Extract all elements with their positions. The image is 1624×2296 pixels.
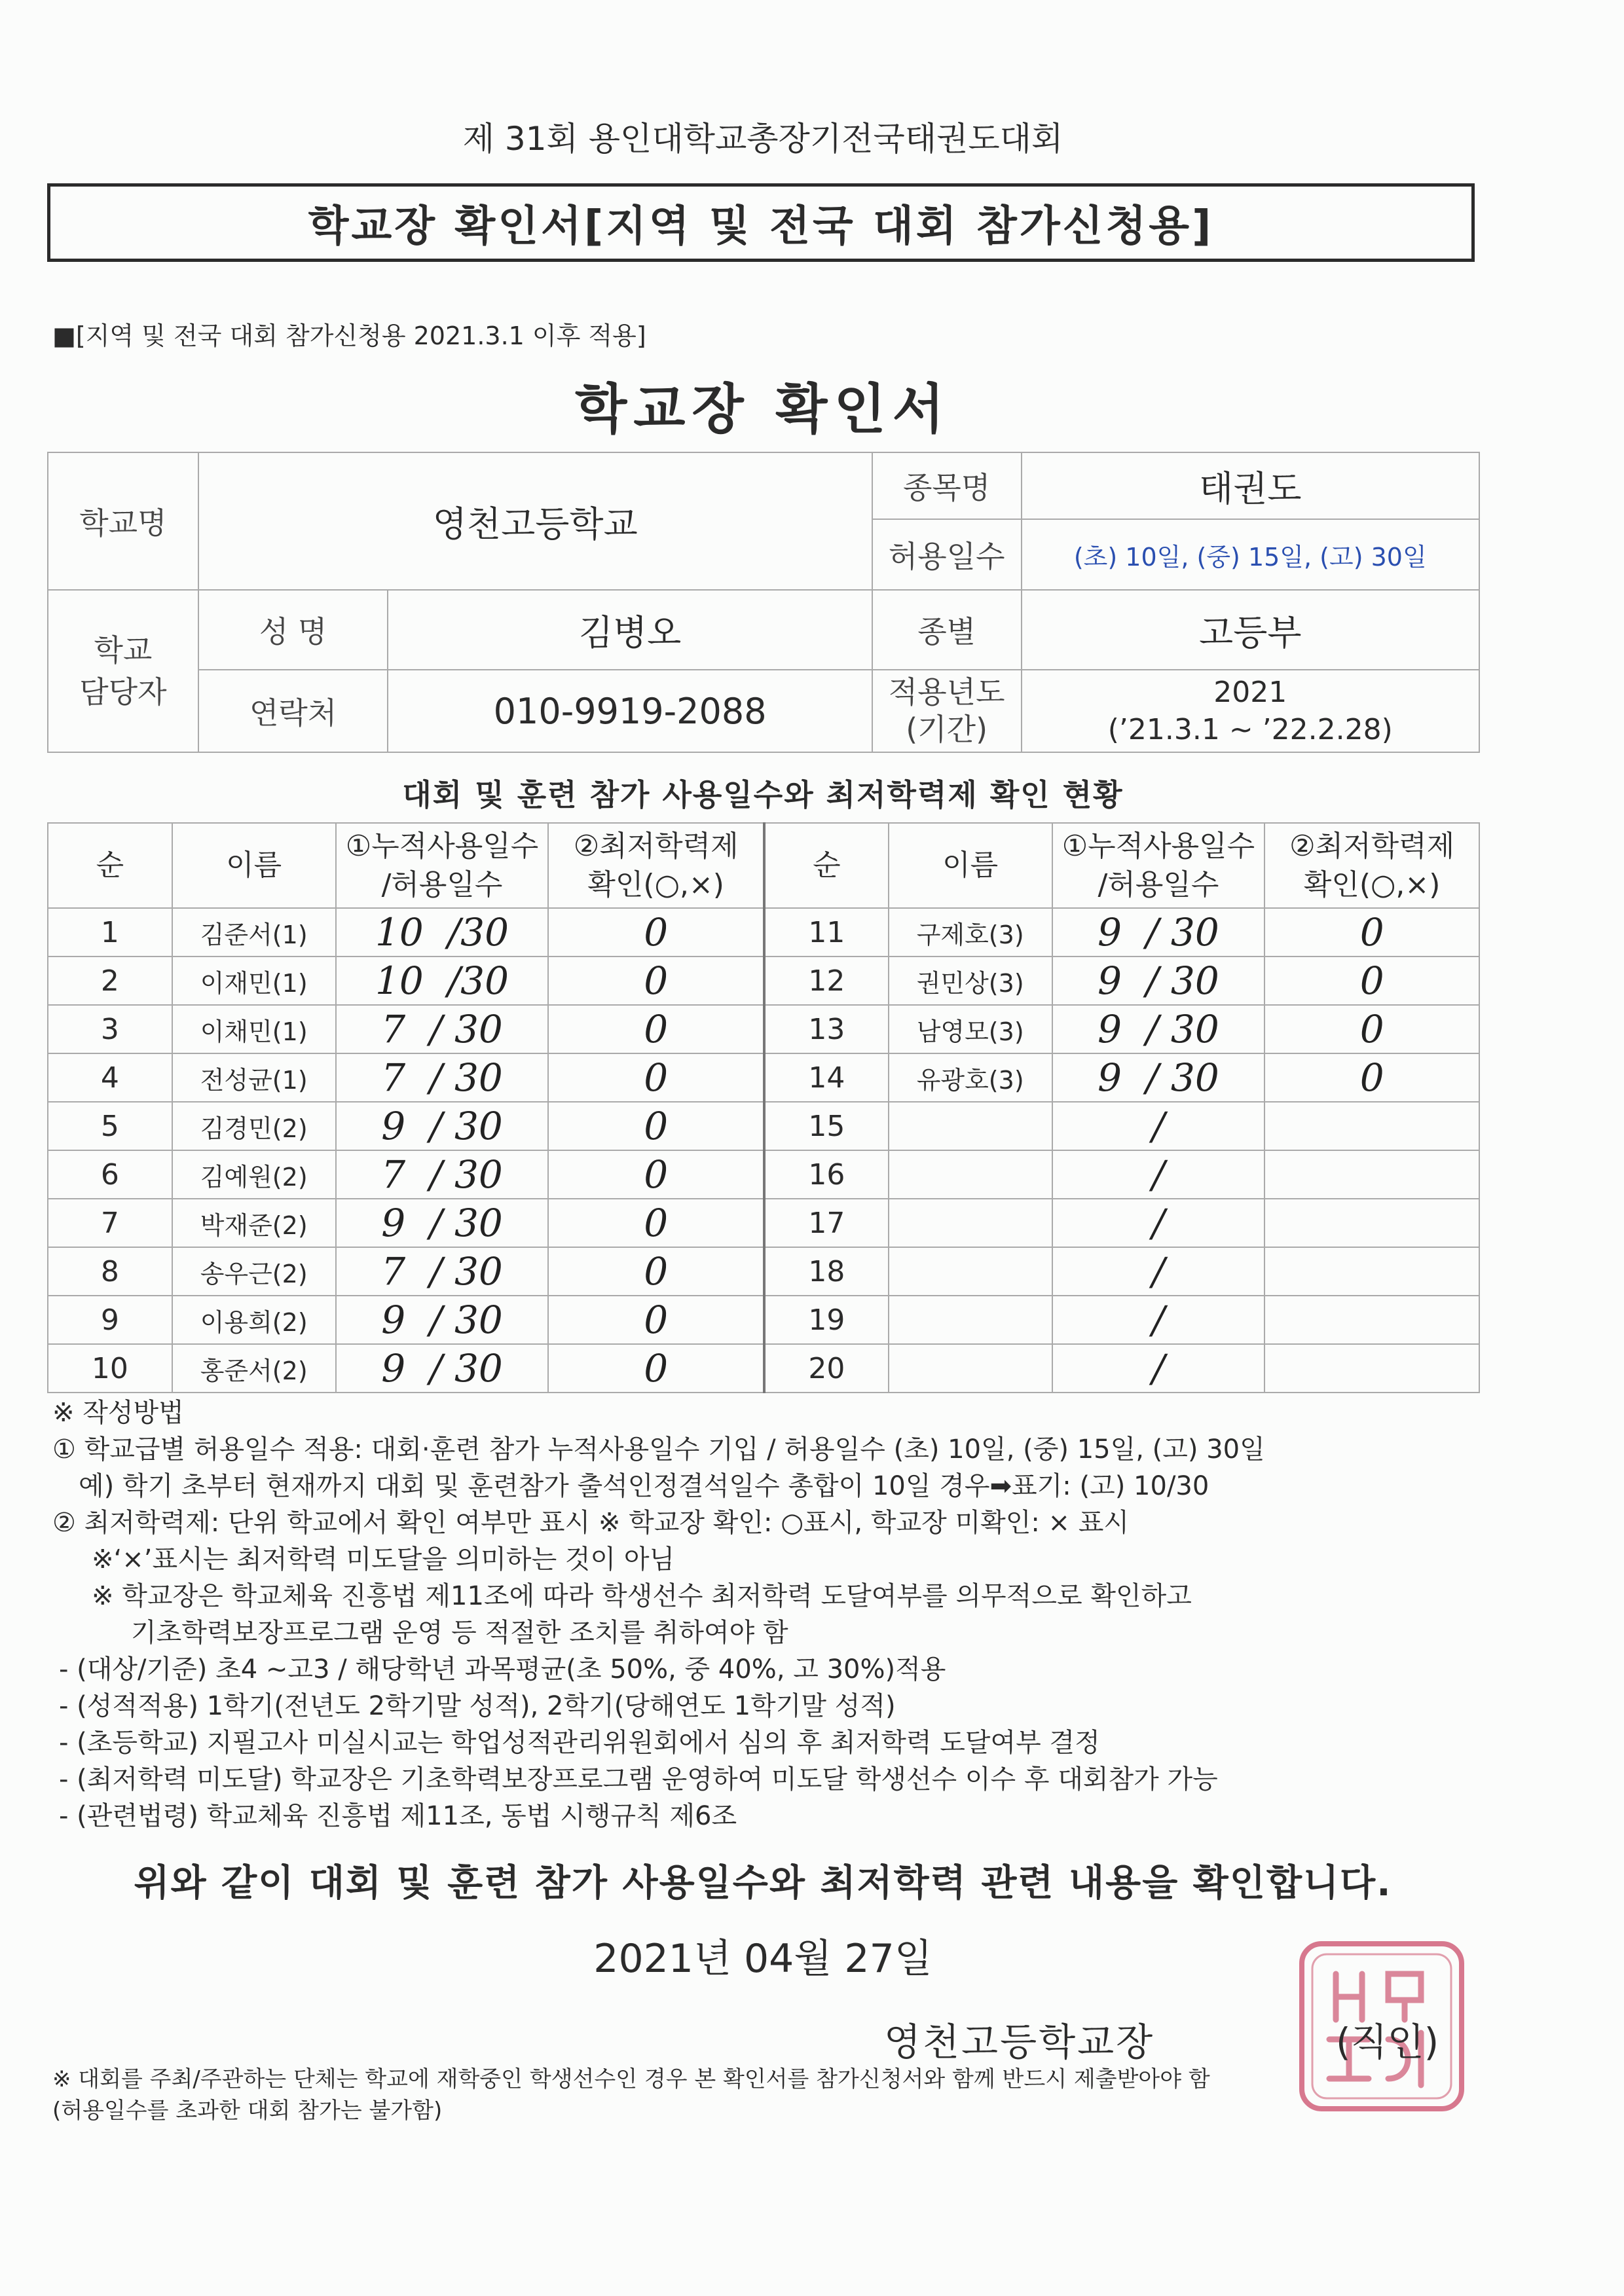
sport-label: 종목명 — [872, 452, 1022, 519]
min-academic-check — [1264, 1102, 1479, 1150]
method-line: - (대상/기준) 초4 ~고3 / 해당학년 과목평균(초 50%, 중 40%, 고 30%)적용 — [59, 1654, 946, 1685]
used-days: / — [1052, 1199, 1265, 1247]
min-academic-check — [1264, 1199, 1479, 1247]
student-name: 이채민(1) — [172, 1005, 336, 1053]
min-academic-check: 0 — [548, 1247, 764, 1296]
used-days: 9 / 30 — [1052, 1005, 1265, 1053]
used-days: 9 / 30 — [336, 1102, 549, 1150]
table-row — [48, 908, 1479, 957]
used-days: 7 / 30 — [336, 1005, 549, 1053]
row-number: 1 — [48, 908, 172, 957]
row-number: 10 — [48, 1344, 172, 1393]
sport-value: 태권도 — [1022, 452, 1479, 519]
header-check: ②최저학력제 확인(○,×) — [548, 823, 764, 908]
student-name — [889, 1150, 1052, 1199]
row-number: 5 — [48, 1102, 172, 1150]
header-no: 순 — [48, 823, 172, 908]
contact-value: 010-9919-2088 — [388, 670, 872, 752]
min-academic-check: 0 — [548, 957, 764, 1005]
row-number: 17 — [764, 1199, 889, 1247]
method-line: - (관련법령) 학교체육 진흥법 제11조, 동법 시행규칙 제6조 — [59, 1801, 737, 1831]
declaration: 위와 같이 대회 및 훈련 참가 사용일수와 최저학력 관련 내용을 확인합니다. — [134, 1862, 1392, 1904]
method-line: ① 학교급별 허용일수 적용: 대회·훈련 참가 누적사용일수 기입 / 허용일수 (초) 10일, (중) 15일, (고) 30일 — [52, 1434, 1265, 1465]
header-no: 순 — [764, 823, 889, 908]
footnote — [52, 2064, 1493, 2126]
student-name: 유광호(3) — [889, 1053, 1052, 1102]
table-row — [48, 1053, 1479, 1102]
student-name: 홍준서(2) — [172, 1344, 336, 1393]
used-days: 9 / 30 — [1052, 908, 1265, 957]
row-number: 6 — [48, 1150, 172, 1199]
footnote-line: ※ 대회를 주최/주관하는 단체는 학교에 재학중인 학생선수인 경우 본 확인서를 참가신청서와 함께 반드시 제출받아야 함 — [52, 2066, 1210, 2092]
year-value: 2021 (’21.3.1 ~ ’22.2.28) — [1022, 670, 1479, 752]
table-row — [48, 1102, 1479, 1150]
method-line: - (초등학교) 지필고사 미실시교는 학업성적관리위원회에서 심의 후 최저학력 도달여부 결정 — [59, 1728, 1100, 1758]
min-academic-check: 0 — [548, 1102, 764, 1150]
table-row — [48, 957, 1479, 1005]
row-number: 20 — [764, 1344, 889, 1393]
min-academic-check: 0 — [1264, 908, 1479, 957]
row-number: 19 — [764, 1296, 889, 1344]
student-name: 이용희(2) — [172, 1296, 336, 1344]
contact-label: 연락처 — [198, 670, 388, 752]
min-academic-check: 0 — [548, 1344, 764, 1393]
method-title: ※ 작성방법 — [52, 1398, 184, 1428]
status-table-title: 대회 및 훈련 참가 사용일수와 최저학력제 확인 현황 — [402, 777, 1124, 812]
school-info-table — [47, 452, 1480, 753]
used-days: 10 /30 — [336, 908, 549, 957]
method-line: 기초학력보장프로그램 운영 등 적절한 조치를 취하여야 함 — [131, 1618, 788, 1648]
used-days: / — [1052, 1247, 1265, 1296]
manager-name-value: 김병오 — [388, 590, 872, 670]
student-name: 권민상(3) — [889, 957, 1052, 1005]
issue-date: 2021년 04월 27일 — [593, 1936, 932, 1982]
min-academic-check: 0 — [548, 1150, 764, 1199]
used-days: 7 / 30 — [336, 1247, 549, 1296]
student-name — [889, 1199, 1052, 1247]
manager-label: 학교 담당자 — [48, 590, 198, 752]
document-title: 학교장 확인서 — [575, 378, 951, 441]
student-name: 김준서(1) — [172, 908, 336, 957]
used-days: / — [1052, 1102, 1265, 1150]
seal-mark: (직인) — [1336, 2020, 1439, 2064]
division-value: 고등부 — [1022, 590, 1479, 670]
min-academic-check: 0 — [548, 908, 764, 957]
row-number: 14 — [764, 1053, 889, 1102]
min-academic-check: 0 — [1264, 1053, 1479, 1102]
table-row — [48, 1247, 1479, 1296]
used-days: / — [1052, 1344, 1265, 1393]
manager-name-label: 성 명 — [198, 590, 388, 670]
table-row — [48, 1150, 1479, 1199]
used-days: 9 / 30 — [336, 1199, 549, 1247]
row-number: 12 — [764, 957, 889, 1005]
footnote-line: (허용일수를 초과한 대회 참가는 불가함) — [52, 2098, 443, 2124]
student-name: 이재민(1) — [172, 957, 336, 1005]
min-academic-check: 0 — [548, 1199, 764, 1247]
used-days: 9 / 30 — [336, 1344, 549, 1393]
table-row — [48, 1296, 1479, 1344]
used-days: 9 / 30 — [1052, 957, 1265, 1005]
student-name — [889, 1247, 1052, 1296]
table-row — [48, 1344, 1479, 1393]
allowed-days-label: 허용일수 — [872, 519, 1022, 590]
used-days: / — [1052, 1296, 1265, 1344]
min-academic-check: 0 — [548, 1053, 764, 1102]
student-name — [889, 1102, 1052, 1150]
event-title: 제 31회 용인대학교총장기전국태권도대회 — [462, 120, 1063, 158]
student-name: 박재준(2) — [172, 1199, 336, 1247]
student-name: 김예원(2) — [172, 1150, 336, 1199]
row-number: 11 — [764, 908, 889, 957]
school-name-label: 학교명 — [48, 452, 198, 590]
used-days: 7 / 30 — [336, 1053, 549, 1102]
allowed-days-value: (초) 10일, (중) 15일, (고) 30일 — [1022, 519, 1479, 590]
min-academic-check — [1264, 1344, 1479, 1393]
used-days: 7 / 30 — [336, 1150, 549, 1199]
used-days: / — [1052, 1150, 1265, 1199]
writing-method — [52, 1394, 1493, 1834]
school-name-value: 영천고등학교 — [198, 452, 872, 590]
used-days: 9 / 30 — [1052, 1053, 1265, 1102]
student-name: 전성균(1) — [172, 1053, 336, 1102]
row-number: 18 — [764, 1247, 889, 1296]
used-days: 10 /30 — [336, 957, 549, 1005]
table-row — [48, 1005, 1479, 1053]
min-academic-check: 0 — [1264, 957, 1479, 1005]
row-number: 15 — [764, 1102, 889, 1150]
row-number: 3 — [48, 1005, 172, 1053]
method-line: 예) 학기 초부터 현재까지 대회 및 훈련참가 출석인정결석일수 총합이 10일 경우➡표기: (고) 10/30 — [79, 1471, 1209, 1501]
table-row — [48, 1199, 1479, 1247]
min-academic-check — [1264, 1296, 1479, 1344]
row-number: 9 — [48, 1296, 172, 1344]
student-name: 남영모(3) — [889, 1005, 1052, 1053]
header-name: 이름 — [889, 823, 1052, 908]
row-number: 7 — [48, 1199, 172, 1247]
principal-name: 영천고등학교장 — [884, 2020, 1155, 2064]
student-name — [889, 1344, 1052, 1393]
header-check: ②최저학력제 확인(○,×) — [1264, 823, 1479, 908]
method-line: ※‘×’표시는 최저학력 미도달을 의미하는 것이 아님 — [92, 1544, 675, 1575]
used-days: 9 / 30 — [336, 1296, 549, 1344]
min-academic-check — [1264, 1150, 1479, 1199]
min-academic-check: 0 — [548, 1005, 764, 1053]
student-name — [889, 1296, 1052, 1344]
student-name: 구제호(3) — [889, 908, 1052, 957]
row-number: 8 — [48, 1247, 172, 1296]
header-days: ①누적사용일수 /허용일수 — [336, 823, 549, 908]
method-line: ② 최저학력제: 단위 학교에서 확인 여부만 표시 ※ 학교장 확인: ○표시, 학교장 미확인: × 표시 — [52, 1508, 1130, 1538]
student-name: 송우근(2) — [172, 1247, 336, 1296]
min-academic-check — [1264, 1247, 1479, 1296]
row-number: 13 — [764, 1005, 889, 1053]
method-line: - (성적적용) 1학기(전년도 2학기말 성적), 2학기(당해연도 1학기말 성적) — [59, 1691, 896, 1721]
year-label: 적용년도 (기간) — [872, 670, 1022, 752]
document-banner: 학교장 확인서[지역 및 전국 대회 참가신청용] — [47, 183, 1475, 262]
header-name: 이름 — [172, 823, 336, 908]
method-line: - (최저학력 미도달) 학교장은 기초학력보장프로그램 운영하여 미도달 학생선수 이수 후 대회참가 가능 — [59, 1764, 1218, 1795]
row-number: 4 — [48, 1053, 172, 1102]
header-days: ①누적사용일수 /허용일수 — [1052, 823, 1265, 908]
row-number: 16 — [764, 1150, 889, 1199]
student-name: 김경민(2) — [172, 1102, 336, 1150]
min-academic-check: 0 — [548, 1296, 764, 1344]
applicability-note: ■[지역 및 전국 대회 참가신청용 2021.3.1 이후 적용] — [52, 321, 646, 350]
method-line: ※ 학교장은 학교체육 진흥법 제11조에 따라 학생선수 최저학력 도달여부를 의무적으로 확인하고 — [92, 1581, 1192, 1611]
row-number: 2 — [48, 957, 172, 1005]
division-label: 종별 — [872, 590, 1022, 670]
participation-table — [47, 822, 1480, 1393]
min-academic-check: 0 — [1264, 1005, 1479, 1053]
